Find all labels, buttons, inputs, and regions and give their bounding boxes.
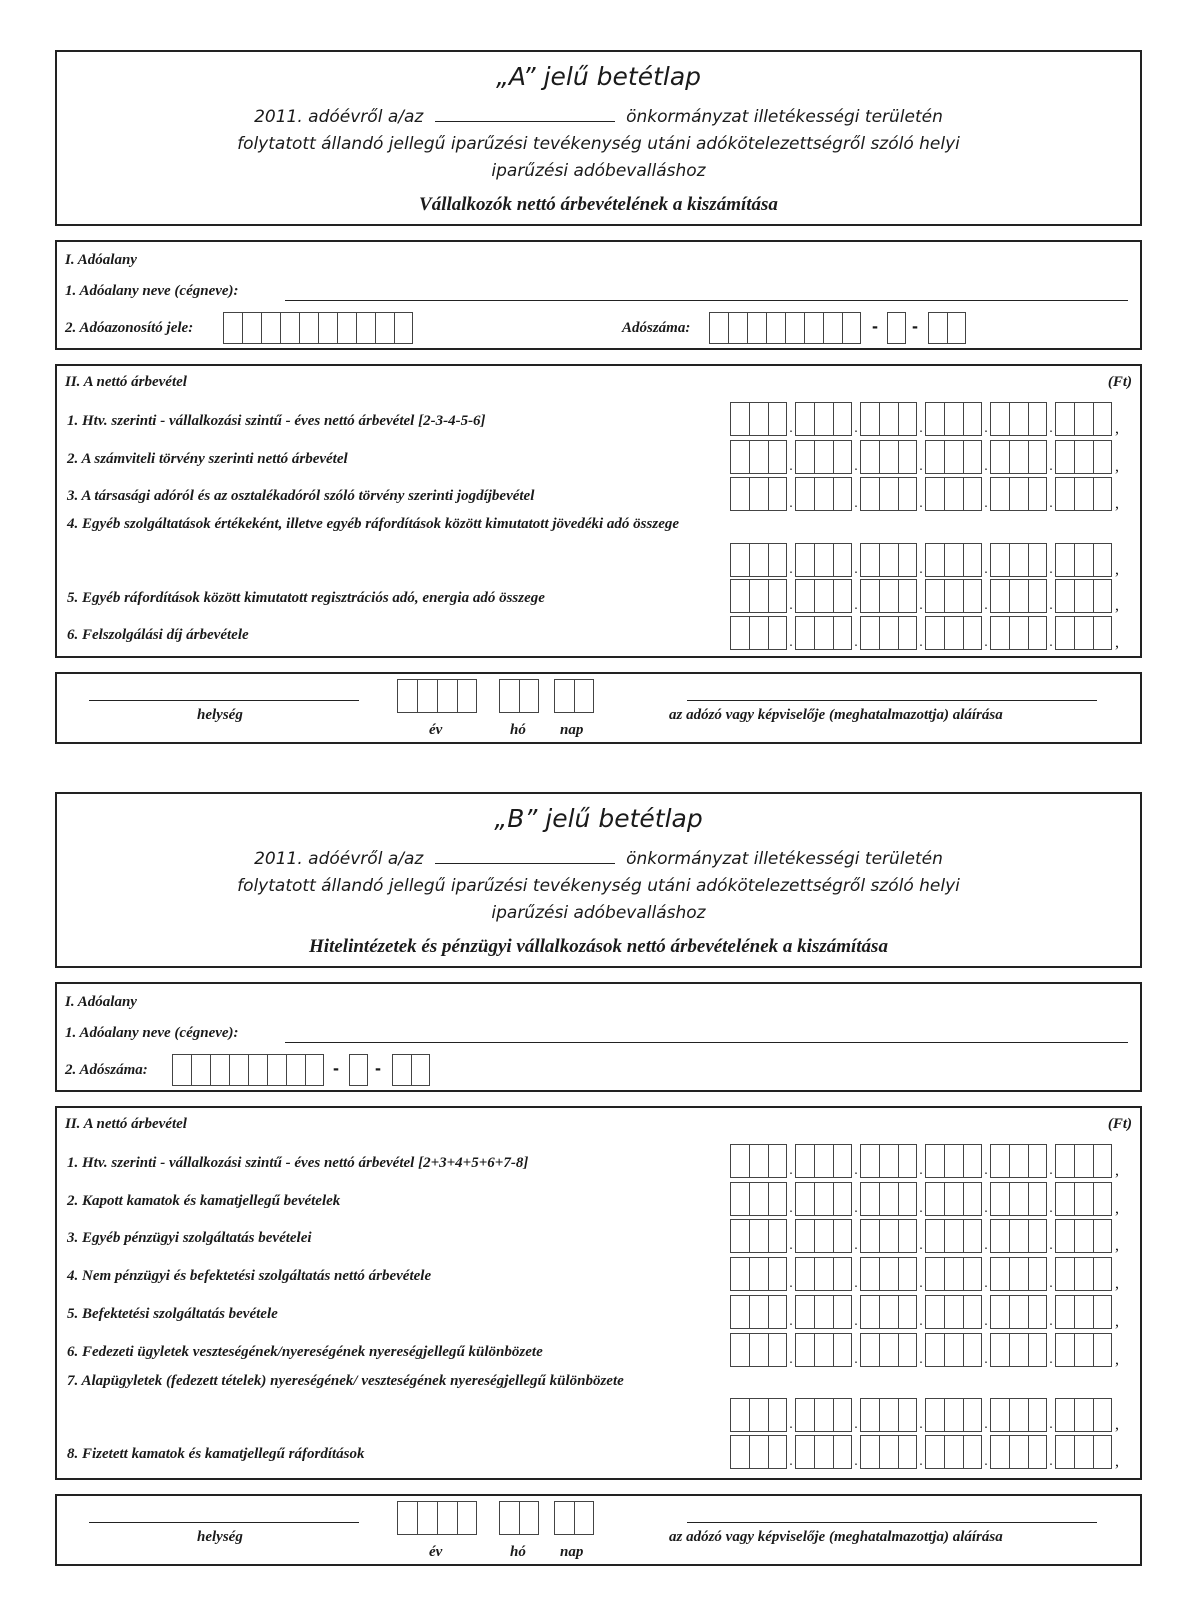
amount-input-cells[interactable]: . . . . . ,	[730, 1257, 1122, 1291]
amount-input-cells[interactable]: . . . . . ,	[730, 1435, 1122, 1469]
taxid-label: 2. Adóazonosító jele:	[65, 320, 194, 336]
amount-input-cells[interactable]: . . . . . ,	[730, 616, 1122, 650]
revenue-row-label: 4. Nem pénzügyi és befektetési szolgáltatás nettó árbevétele	[67, 1268, 432, 1284]
sheet-b-subtitle: Hitelintézetek és pénzügyi vállalkozások nettó árbevételének a kiszámítása	[309, 936, 888, 957]
intro-year-text: 2011. adóévről a/az	[254, 107, 424, 127]
revenue-row-label: 1. Htv. szerinti - vállalkozási szintű - éves nettó árbevétel [2+3+4+5+6+7-8]	[67, 1155, 529, 1171]
revenue-row-label: 8. Fizetett kamatok és kamatjellegű ráfordítások	[67, 1446, 365, 1462]
amount-input-cells[interactable]: . . . . . ,	[730, 402, 1122, 436]
sheet-b-title: „B” jelű betétlap	[494, 804, 703, 833]
revenue-row-label: 6. Fedezeti ügyletek veszteségének/nyereségének nyereségjellegű különbözete	[67, 1344, 543, 1360]
dash-separator: -	[872, 316, 878, 336]
intro-territory-text: önkormányzat illetékességi területén	[626, 107, 943, 127]
sheet-a-subtitle: Vállalkozók nettó árbevételének a kiszámítása	[419, 194, 778, 215]
day-input-cells[interactable]	[554, 1501, 594, 1535]
signature-input-line[interactable]	[687, 700, 1097, 701]
sheet-a-title: „A” jelű betétlap	[495, 62, 702, 91]
intro-territory-text: önkormányzat illetékességi területén	[626, 849, 943, 869]
name-input-line[interactable]	[285, 300, 1128, 301]
section-heading: II. A nettó árbevétel	[65, 1116, 187, 1132]
intro-year-text: 2011. adóévről a/az	[254, 849, 424, 869]
dash-separator: -	[375, 1058, 381, 1078]
revenue-row-label: 3. A társasági adóról és az osztalékadóról szóló törvény szerinti jogdíjbevétel	[67, 488, 535, 504]
revenue-row-label: 1. Htv. szerinti - vállalkozási szintű - éves nettó árbevétel [2-3-4-5-6]	[67, 413, 486, 429]
section-heading: II. A nettó árbevétel	[65, 374, 187, 390]
revenue-row-label: 5. Befektetési szolgáltatás bevétele	[67, 1306, 278, 1322]
place-label: helység	[197, 1529, 243, 1545]
sheet-a-intro-line3: iparűzési adóbevalláshoz	[491, 161, 706, 181]
revenue-row-label: 2. Kapott kamatok és kamatjellegű bevételek	[67, 1193, 341, 1209]
amount-input-cells[interactable]: . . . . . ,	[730, 1144, 1122, 1178]
section-heading: I. Adóalany	[65, 252, 137, 268]
year-input-cells[interactable]	[397, 1501, 477, 1535]
place-input-line[interactable]	[89, 700, 359, 701]
revenue-row-label: 4. Egyéb szolgáltatások értékeként, illetve egyéb ráfordítások között kimutatott jövedéki adó összege	[67, 516, 680, 532]
day-label: nap	[560, 722, 584, 738]
taxnum-input-cells-end[interactable]	[392, 1054, 430, 1086]
sheet-b-intro-line3: iparűzési adóbevalláshoz	[491, 903, 706, 923]
sheet-b-taxpayer-box	[55, 982, 1142, 1092]
amount-input-cells[interactable]: . . . . . ,	[730, 477, 1122, 511]
taxnum-input-cells-mid[interactable]	[349, 1054, 368, 1086]
signature-label: az adózó vagy képviselője (meghatalmazottja) aláírása	[669, 1529, 1003, 1545]
name-label: 1. Adóalany neve (cégneve):	[65, 283, 239, 299]
dash-separator: -	[333, 1058, 339, 1078]
taxnum-label: 2. Adószáma:	[65, 1062, 148, 1078]
taxnum-input-cells-mid[interactable]	[887, 312, 906, 344]
amount-input-cells[interactable]: . . . . . ,	[730, 1219, 1122, 1253]
amount-input-cells[interactable]: . . . . . ,	[730, 543, 1122, 577]
dash-separator: -	[912, 316, 918, 336]
section-heading: I. Adóalany	[65, 994, 137, 1010]
sheet-a-intro-line1	[57, 107, 1140, 127]
name-label: 1. Adóalany neve (cégneve):	[65, 1025, 239, 1041]
place-label: helység	[197, 707, 243, 723]
revenue-row-label: 3. Egyéb pénzügyi szolgáltatás bevételei	[67, 1230, 312, 1246]
revenue-row-label: 6. Felszolgálási díj árbevétele	[67, 627, 249, 643]
amount-input-cells[interactable]: . . . . . ,	[730, 1398, 1122, 1432]
amount-input-cells[interactable]: . . . . . ,	[730, 1182, 1122, 1216]
revenue-row-label: 7. Alapügyletek (fedezett tételek) nyereségének/ veszteségének nyereségjellegű különbözete	[67, 1373, 624, 1389]
sheet-b-intro-line1	[57, 849, 1140, 869]
name-input-line[interactable]	[285, 1042, 1128, 1043]
sheet-b-signature-box	[55, 1494, 1142, 1566]
place-input-line[interactable]	[89, 1522, 359, 1523]
unit-label: (Ft)	[1107, 1116, 1132, 1132]
year-label: év	[429, 722, 443, 738]
amount-input-cells[interactable]: . . . . . ,	[730, 1295, 1122, 1329]
unit-label: (Ft)	[1107, 374, 1132, 390]
sheet-a-header-box	[55, 50, 1142, 226]
month-input-cells[interactable]	[499, 1501, 539, 1535]
sheet-a-signature-box	[55, 672, 1142, 744]
taxid-input-cells[interactable]	[223, 312, 413, 344]
month-label: hó	[510, 1544, 526, 1560]
municipality-blank[interactable]	[435, 121, 615, 122]
signature-label: az adózó vagy képviselője (meghatalmazottja) aláírása	[669, 707, 1003, 723]
revenue-row-label: 5. Egyéb ráfordítások között kimutatott regisztrációs adó, energia adó összege	[67, 590, 545, 606]
month-label: hó	[510, 722, 526, 738]
taxnum-input-cells-main[interactable]	[709, 312, 861, 344]
amount-input-cells[interactable]: . . . . . ,	[730, 1333, 1122, 1367]
sheet-a-revenue-box	[55, 364, 1142, 658]
taxnum-input-cells-main[interactable]	[172, 1054, 324, 1086]
amount-input-cells[interactable]: . . . . . ,	[730, 579, 1122, 613]
year-label: év	[429, 1544, 443, 1560]
sheet-a-taxpayer-box	[55, 240, 1142, 350]
taxnum-input-cells-end[interactable]	[928, 312, 966, 344]
signature-input-line[interactable]	[687, 1522, 1097, 1523]
month-input-cells[interactable]	[499, 679, 539, 713]
amount-input-cells[interactable]: . . . . . ,	[730, 440, 1122, 474]
year-input-cells[interactable]	[397, 679, 477, 713]
sheet-b-header-box	[55, 792, 1142, 968]
sheet-b-intro-line2: folytatott állandó jellegű iparűzési tevékenység utáni adókötelezettségről szóló helyi	[237, 876, 960, 896]
day-label: nap	[560, 1544, 584, 1560]
taxnum-label: Adószáma:	[622, 320, 691, 336]
day-input-cells[interactable]	[554, 679, 594, 713]
revenue-row-label: 2. A számviteli törvény szerinti nettó árbevétel	[67, 451, 348, 467]
sheet-a-intro-line2: folytatott állandó jellegű iparűzési tevékenység utáni adókötelezettségről szóló helyi	[237, 134, 960, 154]
sheet-b-revenue-box	[55, 1106, 1142, 1480]
municipality-blank[interactable]	[435, 863, 615, 864]
